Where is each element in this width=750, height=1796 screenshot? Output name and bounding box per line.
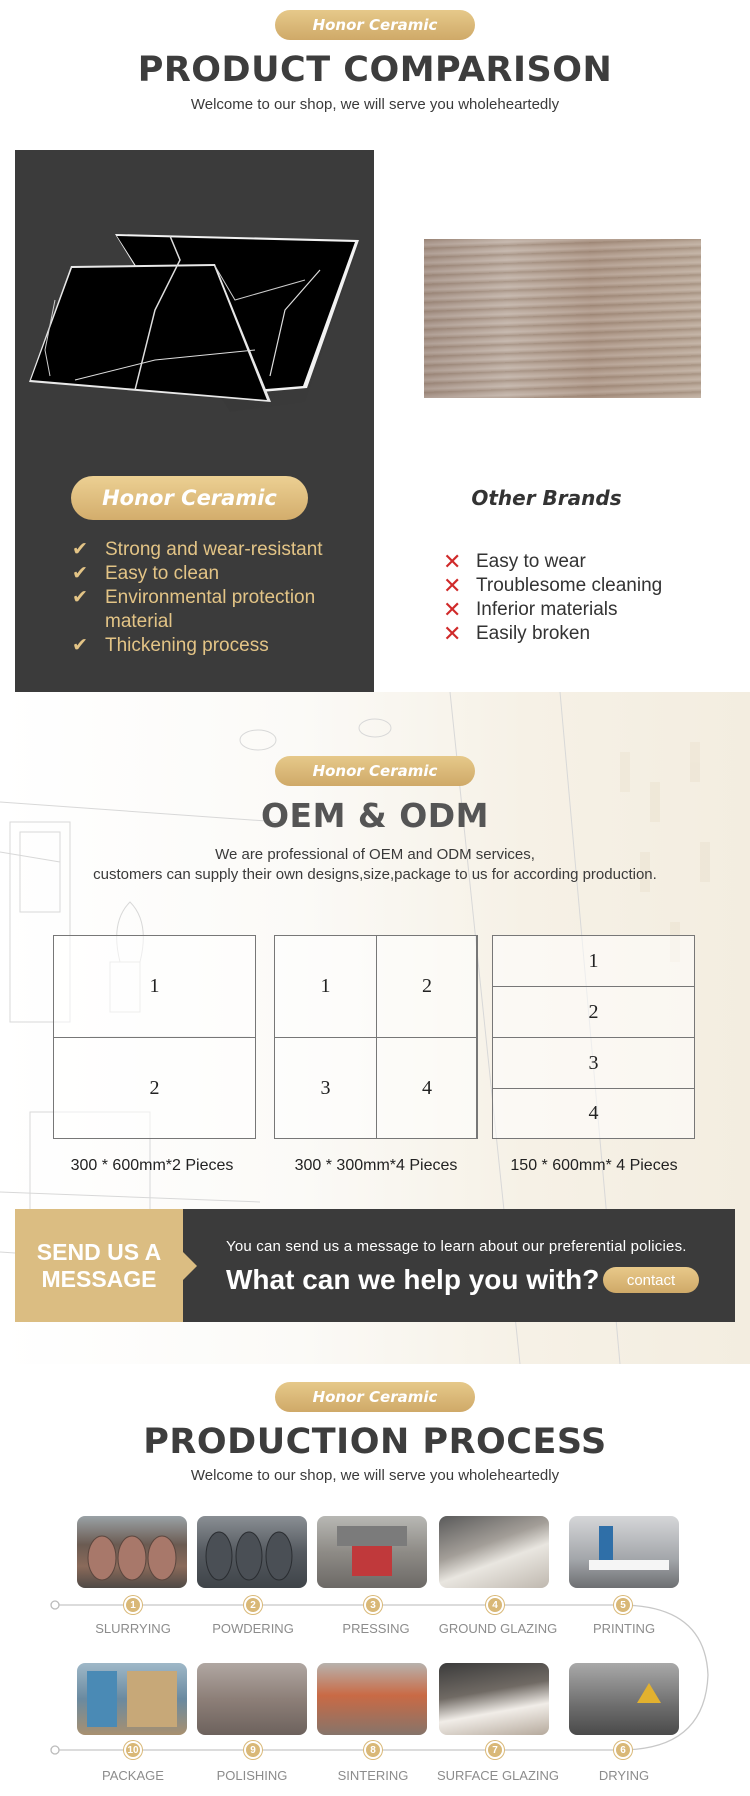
brand-pill-top: Honor Ceramic (275, 10, 475, 40)
layout-cell: 4 (492, 1088, 695, 1139)
comparison-subtitle: Welcome to our shop, we will serve you wholeheartedly (190, 96, 560, 113)
layout-cell: 1 (53, 935, 256, 1038)
list-item: ✕ Easily broken (443, 621, 591, 646)
step-label: PRESSING (342, 1621, 410, 1636)
process-image-surface-glazing (439, 1663, 549, 1735)
honor-ceramic-button[interactable]: Honor Ceramic (71, 476, 308, 520)
step-label: POWDERING (212, 1621, 294, 1636)
check-icon: ✔ (72, 635, 88, 656)
layout-caption: 300 * 600mm*2 Pieces (70, 1157, 234, 1174)
contact-button[interactable]: contact (603, 1267, 699, 1293)
list-item: ✕ Inferior materials (443, 597, 618, 622)
layout-cell: 2 (376, 935, 478, 1038)
step-5-icon: 5 (614, 1596, 632, 1614)
oem-title: OEM & ODM (261, 796, 489, 835)
step-label: PACKAGE (102, 1768, 164, 1783)
other-brands-title: Other Brands (471, 486, 622, 510)
process-image-powdering (197, 1516, 307, 1588)
step-label: POLISHING (216, 1768, 288, 1783)
list-item: ✔ Thickening process (72, 635, 269, 656)
layout-4-squares (274, 935, 477, 1139)
list-item: ✕ Troublesome cleaning (443, 573, 663, 598)
list-item: ✔ Environmental protection material (72, 587, 316, 632)
layout-cell: 1 (492, 935, 695, 987)
cross-icon: ✕ (443, 597, 462, 622)
step-7-icon: 7 (486, 1741, 504, 1759)
wood-tile-image (424, 239, 701, 398)
check-icon: ✔ (72, 587, 88, 608)
layout-cell: 2 (53, 1037, 256, 1139)
list-item: ✔ Easy to clean (72, 563, 220, 584)
process-image-ground-glazing (439, 1516, 549, 1588)
layout-cell: 3 (274, 1037, 377, 1139)
brand-pill-oem: Honor Ceramic (275, 756, 475, 786)
cross-icon: ✕ (443, 573, 462, 598)
step-label: SLURRYING (95, 1621, 171, 1636)
send-message-label[interactable]: SEND US A MESSAGE (15, 1209, 183, 1322)
process-image-pressing (317, 1516, 427, 1588)
check-icon: ✔ (72, 563, 88, 584)
step-label: SURFACE GLAZING (436, 1768, 560, 1783)
step-label: PRINTING (592, 1621, 656, 1636)
step-label: DRYING (598, 1768, 650, 1783)
layout-2-pieces (53, 935, 256, 1139)
cross-icon: ✕ (443, 621, 462, 646)
layout-4-strips (492, 935, 695, 1139)
message-banner (183, 1209, 735, 1322)
step-4-icon: 4 (486, 1596, 504, 1614)
layout-cell: 4 (376, 1037, 478, 1139)
step-2-icon: 2 (244, 1596, 262, 1614)
list-item: ✕ Easy to wear (443, 549, 586, 574)
oem-line-2: customers can supply their own designs,size,package to us for according production. (93, 866, 657, 883)
step-6-icon: 6 (614, 1741, 632, 1759)
process-image-sintering (317, 1663, 427, 1735)
arrow-right-icon (183, 1252, 197, 1280)
brand-pill-process: Honor Ceramic (275, 1382, 475, 1412)
layout-cell: 1 (274, 935, 377, 1038)
process-image-drying (569, 1663, 679, 1735)
step-3-icon: 3 (364, 1596, 382, 1614)
honor-panel (15, 150, 374, 692)
layout-cell: 3 (492, 1037, 695, 1089)
message-small-text: You can send us a message to learn about our preferential policies. (226, 1238, 687, 1255)
layout-cell: 2 (492, 986, 695, 1038)
step-8-icon: 8 (364, 1741, 382, 1759)
step-1-icon: 1 (124, 1596, 142, 1614)
check-icon: ✔ (72, 539, 88, 560)
comparison-title: PRODUCT COMPARISON (137, 50, 613, 90)
oem-line-1: We are professional of OEM and ODM services, (215, 846, 535, 863)
process-image-package (77, 1663, 187, 1735)
layout-caption: 150 * 600mm* 4 Pieces (510, 1157, 678, 1174)
step-10-icon: 10 (124, 1741, 142, 1759)
process-subtitle: Welcome to our shop, we will serve you wholeheartedly (190, 1467, 560, 1484)
step-label: SINTERING (337, 1768, 409, 1783)
process-image-slurrying (77, 1516, 187, 1588)
honor-feature-list (72, 538, 372, 658)
message-headline: What can we help you with? (226, 1264, 600, 1295)
process-image-polishing (197, 1663, 307, 1735)
layout-caption: 300 * 300mm*4 Pieces (294, 1157, 458, 1174)
step-label: GROUND GLAZING (438, 1621, 558, 1636)
process-image-printing (569, 1516, 679, 1588)
list-item: ✔ Strong and wear-resistant (72, 539, 323, 560)
cross-icon: ✕ (443, 549, 462, 574)
step-9-icon: 9 (244, 1741, 262, 1759)
process-title: PRODUCTION PROCESS (143, 1422, 607, 1462)
black-marble-tiles-image (15, 150, 374, 450)
other-feature-list (443, 550, 743, 646)
